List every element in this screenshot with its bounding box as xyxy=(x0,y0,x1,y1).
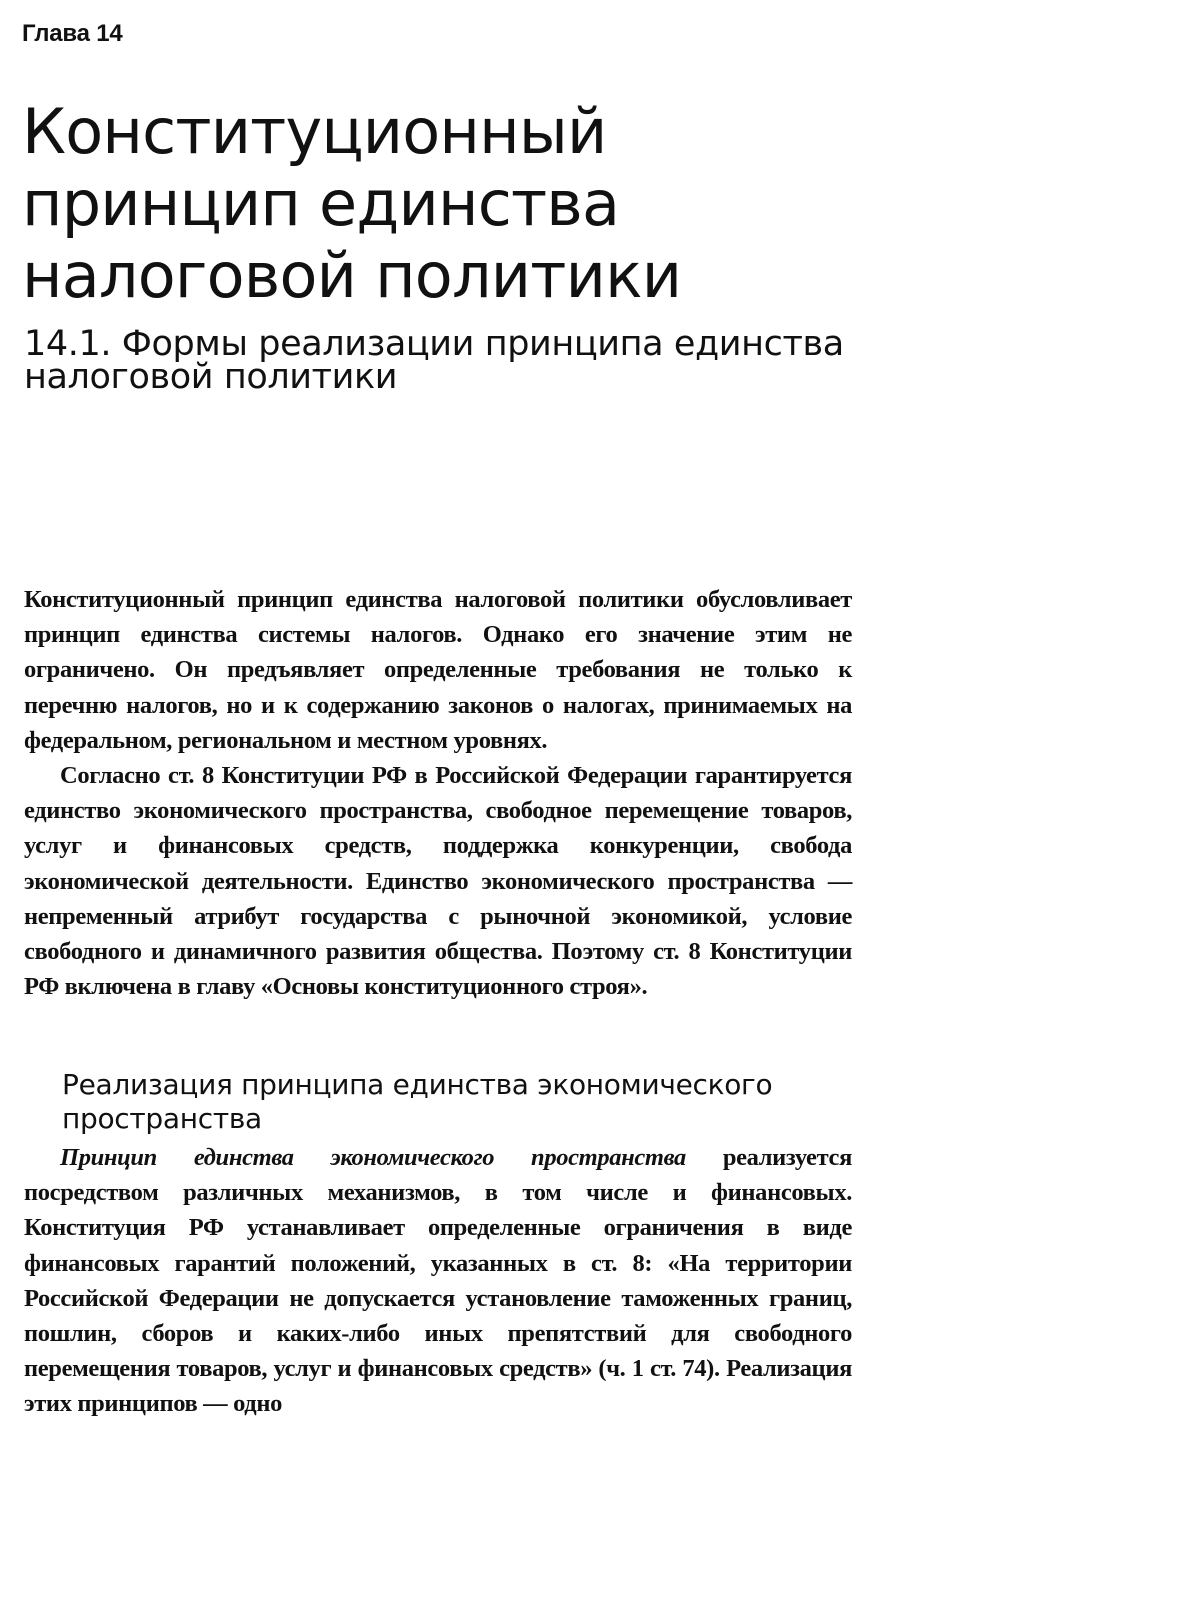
body-text-block xyxy=(24,1140,852,1422)
body-text-block xyxy=(24,582,852,1004)
paragraph: Конституционный принцип единства налоговой политики обусловливает принцип единства системы налогов. Однако его значение этим не ограничено. Он предъявляет определенные требования не только к перечню налогов, но и к содержанию законов о налогах, принимаемых на федеральном, региональном и местном уровнях. xyxy=(24,586,852,754)
italic-term: Принцип единства экономического пространства xyxy=(60,1144,686,1171)
paragraph-text: реализуется посредством различных механизмов, в том числе и финансовых. Конституция РФ устанавливает определенные ограничения в виде финансовых гарантий положений, указанных в ст. 8: «На территории Российской Федерации не допускается установление таможенных границ, пошлин, сборов и каких-либо иных препятствий для свободного перемещения товаров, услуг и финансовых средств» (ч. 1 ст. 74). Реализация этих принципов — одно xyxy=(24,1144,852,1418)
paragraph: Согласно ст. 8 Конституции РФ в Российской Федерации гарантируется единство экономического пространства, свободное перемещение товаров, услуг и финансовых средств, поддержка конкуренции, свобода экономической деятельности. Единство экономического пространства — непременный атрибут государства с рыночной экономикой, условие свободного и динамичного развития общества. Поэтому ст. 8 Конституции РФ включена в главу «Основы конституционного строя». xyxy=(24,762,852,1001)
paragraph xyxy=(24,1140,852,1422)
subsection-title: Реализация принципа единства экономического пространства xyxy=(62,1068,773,1135)
chapter-title: Конституционный принцип единства налоговой политики xyxy=(22,95,682,312)
section-title: 14.1. Формы реализации принципа единства налоговой политики xyxy=(24,324,844,397)
running-head: Глава 14 xyxy=(22,20,123,47)
